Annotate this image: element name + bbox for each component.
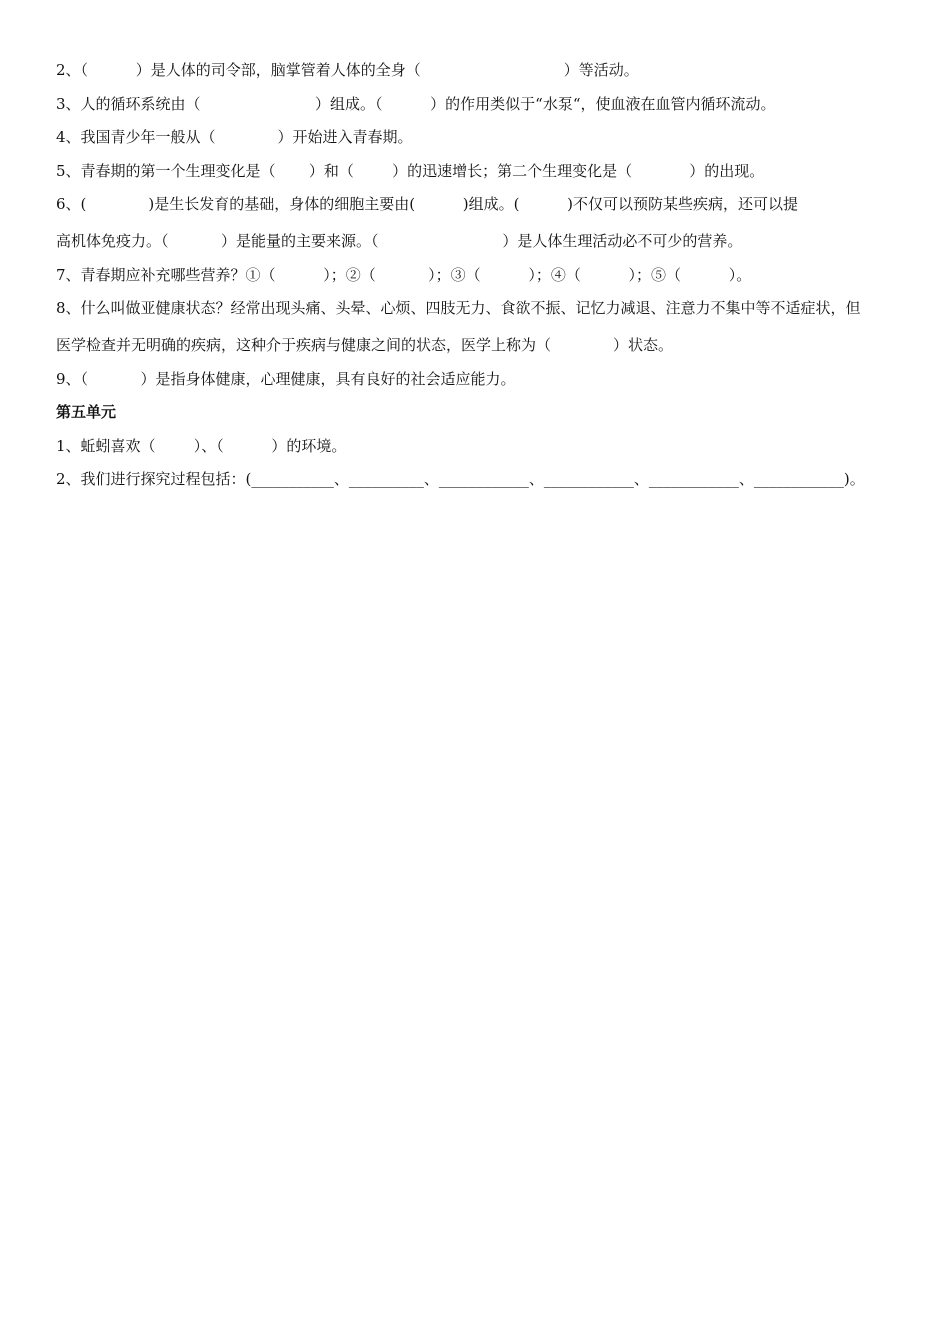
question-6-line-2: 高机体免疫力。（ ）是能量的主要来源。（ ）是人体生理活动必不可少的营养。 <box>56 232 743 250</box>
question-6-line-1: 6、( )是生长发育的基础，身体的细胞主要由( )组成。( )不仅可以预防某些疾病，还可以提 <box>56 195 799 213</box>
unit5-question-1: 1、蚯蚓喜欢（ ）、（ ）的环境。 <box>56 436 347 455</box>
question-4: 4、我国青少年一般从（ ）开始进入青春期。 <box>56 128 413 146</box>
question-7: 7、青春期应补充哪些营养？①（ ）；②（ ）；③（ ）；④（ ）；⑤（ ）。 <box>56 265 752 284</box>
question-8-line-2: 医学检查并无明确的疾病，这种介于疾病与健康之间的状态，医学上称为（ ）状态。 <box>56 336 673 354</box>
unit5-heading: 第五单元 <box>56 403 117 421</box>
question-9: 9、（ ）是指身体健康，心理健康，具有良好的社会适应能力。 <box>56 369 516 388</box>
question-2: 2、（ ）是人体的司令部，脑掌管着人体的全身（ ）等活动。 <box>56 61 639 79</box>
unit5-question-2: 2、我们进行探究过程包括：(___________、__________、____________、____________、____________、____________)。 <box>56 470 865 488</box>
worksheet-page <box>56 60 898 503</box>
question-3: 3、人的循环系统由（ ）组成。（ ）的作用类似于“水泵“，使血液在血管内循环流动。 <box>56 94 776 113</box>
question-8-line-1: 8、什么叫做亚健康状态？经常出现头痛、头晕、心烦、四肢无力、食欲不振、记忆力减退、注意力不集中等不适症状，但 <box>56 299 861 317</box>
question-5: 5、青春期的第一个生理变化是（ ）和（ ）的迅速增长；第二个生理变化是（ ）的出现。 <box>56 161 765 180</box>
